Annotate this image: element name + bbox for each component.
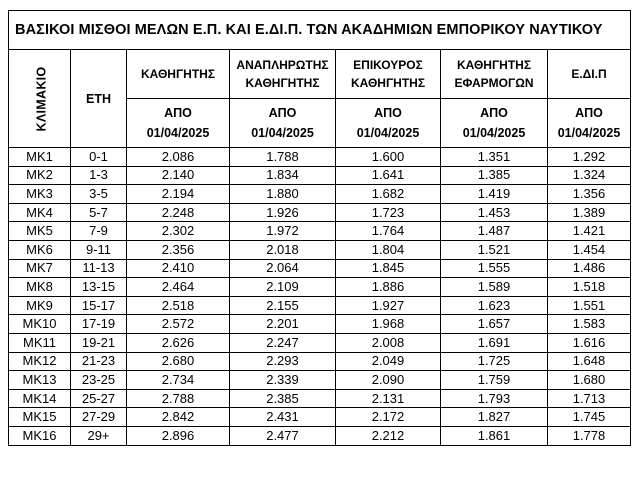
salary-cell: 2.212 xyxy=(336,426,441,445)
salary-cell: 1.804 xyxy=(336,240,441,259)
salary-cell: 1.487 xyxy=(441,222,548,241)
years-cell: 29+ xyxy=(71,426,127,445)
salary-cell: 2.064 xyxy=(230,259,336,278)
salary-cell: 2.140 xyxy=(127,166,230,185)
table-row xyxy=(9,185,631,204)
salary-cell: 1.861 xyxy=(441,426,548,445)
table-row xyxy=(9,278,631,297)
salary-cell: 2.293 xyxy=(230,352,336,371)
column-header-assistant-professor: ΕΠΙΚΟΥΡΟΣ ΚΑΘΗΓΗΤΗΣ xyxy=(336,50,441,99)
salary-cell: 1.292 xyxy=(548,148,631,167)
salary-cell: 2.680 xyxy=(127,352,230,371)
salary-cell: 1.778 xyxy=(548,426,631,445)
salary-cell: 1.555 xyxy=(441,259,548,278)
salary-cell: 1.486 xyxy=(548,259,631,278)
years-cell: 17-19 xyxy=(71,315,127,334)
scale-cell: ΜΚ2 xyxy=(9,166,71,185)
salary-cell: 1.723 xyxy=(336,203,441,222)
years-cell: 0-1 xyxy=(71,148,127,167)
salary-cell: 1.972 xyxy=(230,222,336,241)
table-row xyxy=(9,408,631,427)
salary-table-container xyxy=(8,10,631,446)
table-row xyxy=(9,166,631,185)
salary-cell: 2.109 xyxy=(230,278,336,297)
years-cell: 11-13 xyxy=(71,259,127,278)
date-value: 01/04/2025 xyxy=(356,126,420,140)
years-cell: 13-15 xyxy=(71,278,127,297)
effective-date-header xyxy=(548,99,631,148)
scale-cell: ΜΚ9 xyxy=(9,296,71,315)
date-value: 01/04/2025 xyxy=(146,126,210,140)
salary-cell: 1.657 xyxy=(441,315,548,334)
scale-column-header xyxy=(9,50,71,148)
column-header-applications-professor: ΚΑΘΗΓΗΤΗΣ ΕΦΑΡΜΟΓΩΝ xyxy=(441,50,548,99)
table-row xyxy=(9,222,631,241)
salary-cell: 2.572 xyxy=(127,315,230,334)
date-value: 01/04/2025 xyxy=(462,126,526,140)
scale-cell: ΜΚ4 xyxy=(9,203,71,222)
salary-cell: 2.385 xyxy=(230,389,336,408)
date-value: 01/04/2025 xyxy=(557,126,621,140)
salary-cell: 2.477 xyxy=(230,426,336,445)
salary-cell: 2.356 xyxy=(127,240,230,259)
salary-cell: 2.302 xyxy=(127,222,230,241)
table-row xyxy=(9,148,631,167)
salary-cell: 1.691 xyxy=(441,333,548,352)
salary-cell: 2.131 xyxy=(336,389,441,408)
years-cell: 9-11 xyxy=(71,240,127,259)
salary-cell: 2.086 xyxy=(127,148,230,167)
salary-cell: 1.827 xyxy=(441,408,548,427)
salary-cell: 2.734 xyxy=(127,371,230,390)
salary-cell: 1.745 xyxy=(548,408,631,427)
salary-cell: 2.339 xyxy=(230,371,336,390)
salary-cell: 1.454 xyxy=(548,240,631,259)
salary-cell: 1.725 xyxy=(441,352,548,371)
salary-cell: 1.623 xyxy=(441,296,548,315)
salary-cell: 2.842 xyxy=(127,408,230,427)
scale-cell: ΜΚ14 xyxy=(9,389,71,408)
salary-table-body xyxy=(9,11,631,446)
salary-cell: 2.896 xyxy=(127,426,230,445)
date-prefix: ΑΠΟ xyxy=(480,106,508,120)
salary-cell: 1.641 xyxy=(336,166,441,185)
salary-table xyxy=(8,10,631,446)
salary-cell: 1.968 xyxy=(336,315,441,334)
column-header-edip: Ε.ΔΙ.Π xyxy=(548,50,631,99)
salary-cell: 2.626 xyxy=(127,333,230,352)
years-cell: 19-21 xyxy=(71,333,127,352)
scale-cell: ΜΚ7 xyxy=(9,259,71,278)
salary-cell: 1.926 xyxy=(230,203,336,222)
table-row xyxy=(9,315,631,334)
salary-cell: 1.385 xyxy=(441,166,548,185)
salary-cell: 1.356 xyxy=(548,185,631,204)
salary-cell: 2.247 xyxy=(230,333,336,352)
salary-cell: 2.464 xyxy=(127,278,230,297)
table-row xyxy=(9,371,631,390)
date-prefix: ΑΠΟ xyxy=(268,106,297,120)
salary-cell: 1.680 xyxy=(548,371,631,390)
salary-cell: 2.410 xyxy=(127,259,230,278)
scale-cell: ΜΚ3 xyxy=(9,185,71,204)
salary-cell: 2.431 xyxy=(230,408,336,427)
scale-cell: ΜΚ5 xyxy=(9,222,71,241)
table-row xyxy=(9,333,631,352)
date-prefix: ΑΠΟ xyxy=(374,106,402,120)
table-row xyxy=(9,240,631,259)
salary-cell: 1.682 xyxy=(336,185,441,204)
scale-cell: ΜΚ10 xyxy=(9,315,71,334)
table-row xyxy=(9,203,631,222)
salary-cell: 1.453 xyxy=(441,203,548,222)
salary-cell: 1.518 xyxy=(548,278,631,297)
salary-cell: 2.201 xyxy=(230,315,336,334)
date-prefix: ΑΠΟ xyxy=(575,106,603,120)
salary-cell: 1.764 xyxy=(336,222,441,241)
salary-cell: 1.880 xyxy=(230,185,336,204)
salary-cell: 1.759 xyxy=(441,371,548,390)
salary-cell: 1.551 xyxy=(548,296,631,315)
salary-cell: 1.389 xyxy=(548,203,631,222)
salary-cell: 1.419 xyxy=(441,185,548,204)
scale-cell: ΜΚ12 xyxy=(9,352,71,371)
salary-cell: 1.351 xyxy=(441,148,548,167)
salary-cell: 1.521 xyxy=(441,240,548,259)
salary-cell: 2.008 xyxy=(336,333,441,352)
table-row xyxy=(9,389,631,408)
salary-cell: 1.845 xyxy=(336,259,441,278)
salary-cell: 2.090 xyxy=(336,371,441,390)
scale-cell: ΜΚ11 xyxy=(9,333,71,352)
table-row xyxy=(9,426,631,445)
years-cell: 5-7 xyxy=(71,203,127,222)
table-row xyxy=(9,352,631,371)
salary-cell: 1.788 xyxy=(230,148,336,167)
effective-date-header xyxy=(230,99,336,148)
salary-cell: 1.324 xyxy=(548,166,631,185)
date-prefix: ΑΠΟ xyxy=(164,106,192,120)
years-cell: 3-5 xyxy=(71,185,127,204)
column-header-professor: ΚΑΘΗΓΗΤΗΣ xyxy=(127,50,230,99)
years-cell: 1-3 xyxy=(71,166,127,185)
years-cell: 27-29 xyxy=(71,408,127,427)
effective-date-header xyxy=(127,99,230,148)
scale-cell: ΜΚ1 xyxy=(9,148,71,167)
scale-cell: ΜΚ6 xyxy=(9,240,71,259)
table-row xyxy=(9,296,631,315)
years-cell: 15-17 xyxy=(71,296,127,315)
salary-cell: 2.049 xyxy=(336,352,441,371)
table-row xyxy=(9,259,631,278)
salary-cell: 1.616 xyxy=(548,333,631,352)
scale-cell: ΜΚ16 xyxy=(9,426,71,445)
scale-cell: ΜΚ13 xyxy=(9,371,71,390)
salary-cell: 2.194 xyxy=(127,185,230,204)
scale-header-label: ΚΛΙΜΑΚΙΟ xyxy=(34,66,49,131)
salary-cell: 2.155 xyxy=(230,296,336,315)
salary-cell: 1.886 xyxy=(336,278,441,297)
salary-cell: 1.600 xyxy=(336,148,441,167)
salary-cell: 1.589 xyxy=(441,278,548,297)
salary-cell: 2.018 xyxy=(230,240,336,259)
years-cell: 7-9 xyxy=(71,222,127,241)
salary-cell: 1.648 xyxy=(548,352,631,371)
salary-cell: 2.788 xyxy=(127,389,230,408)
salary-cell: 2.518 xyxy=(127,296,230,315)
scale-cell: ΜΚ8 xyxy=(9,278,71,297)
salary-cell: 1.583 xyxy=(548,315,631,334)
date-value: 01/04/2025 xyxy=(251,126,314,140)
effective-date-header xyxy=(336,99,441,148)
years-cell: 23-25 xyxy=(71,371,127,390)
years-cell: 21-23 xyxy=(71,352,127,371)
years-column-header: ΕΤΗ xyxy=(71,50,127,148)
salary-cell: 1.713 xyxy=(548,389,631,408)
salary-cell: 1.421 xyxy=(548,222,631,241)
effective-date-header xyxy=(441,99,548,148)
scale-cell: ΜΚ15 xyxy=(9,408,71,427)
salary-cell: 2.172 xyxy=(336,408,441,427)
column-header-associate-professor: ΑΝΑΠΛΗΡΩΤΗΣ ΚΑΘΗΓΗΤΗΣ xyxy=(230,50,336,99)
table-title: ΒΑΣΙΚΟΙ ΜΙΣΘΟΙ ΜΕΛΩΝ Ε.Π. ΚΑΙ Ε.ΔΙ.Π. ΤΩΝ ΑΚΑΔΗΜΙΩΝ ΕΜΠΟΡΙΚΟΥ ΝΑΥΤΙΚΟΥ xyxy=(9,11,631,50)
salary-cell: 1.927 xyxy=(336,296,441,315)
salary-cell: 1.793 xyxy=(441,389,548,408)
salary-cell: 1.834 xyxy=(230,166,336,185)
salary-cell: 2.248 xyxy=(127,203,230,222)
years-cell: 25-27 xyxy=(71,389,127,408)
